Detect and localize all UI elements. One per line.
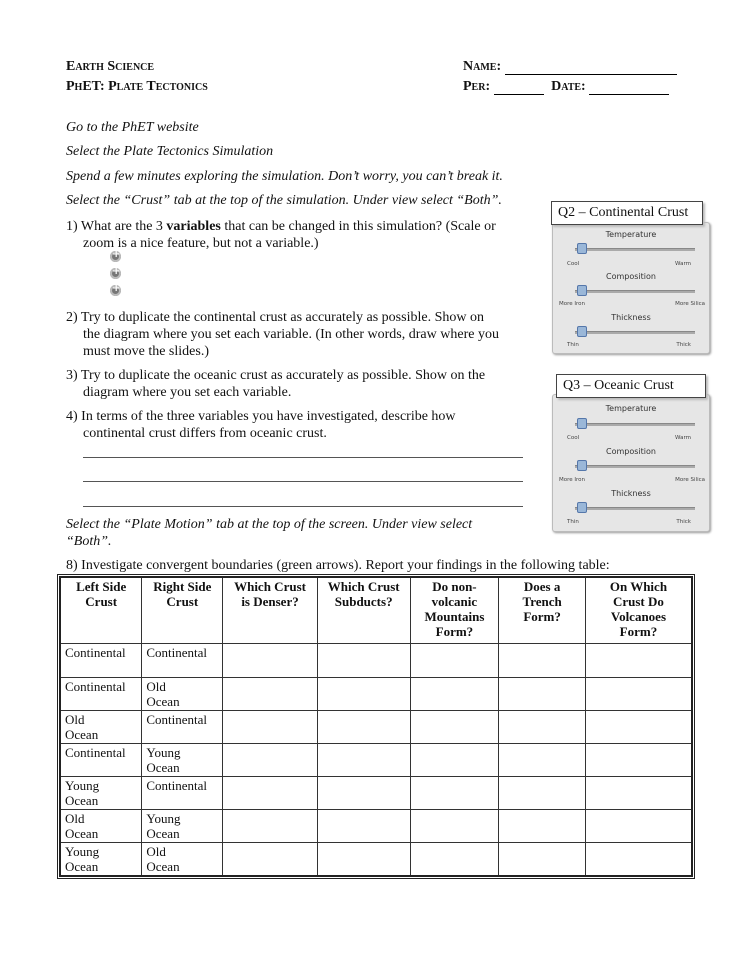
left-crust-cell — [60, 710, 142, 743]
question-4-line2: continental crust differs from oceanic crust. — [83, 426, 327, 441]
q3-label: Q3 – Oceanic Crust — [556, 374, 706, 398]
header-text: Form? — [435, 624, 474, 639]
answer-cell[interactable] — [223, 842, 318, 876]
table-header-cell — [585, 577, 692, 643]
answer-cell[interactable] — [317, 710, 410, 743]
question-2: 2) Try to duplicate the continental crust as accurately as possible. Show on — [66, 310, 484, 325]
temperature-slider[interactable] — [575, 248, 695, 251]
answer-cell[interactable] — [410, 776, 499, 809]
answer-cell[interactable] — [410, 710, 499, 743]
table-header-row — [60, 577, 692, 643]
table-row — [60, 743, 692, 776]
table-row — [60, 809, 692, 842]
header-text: Right Side — [153, 579, 212, 594]
thickness-slider[interactable] — [575, 507, 695, 510]
plate-motion-instruction-line2: “Both”. — [66, 534, 112, 549]
cell-text: Ocean — [146, 693, 180, 709]
answer-cell[interactable] — [585, 842, 692, 876]
table-header-cell — [223, 577, 318, 643]
q1-variables: variables — [166, 219, 221, 234]
answer-cell[interactable] — [499, 842, 586, 876]
composition-knob[interactable] — [577, 285, 587, 296]
bullet-icon — [110, 251, 121, 262]
composition-label: Composition — [606, 272, 656, 281]
per-date-field[interactable] — [463, 79, 669, 95]
temperature-knob[interactable] — [577, 418, 587, 429]
answer-cell[interactable] — [585, 710, 692, 743]
cell-text: Young — [146, 810, 181, 826]
answer-cell[interactable] — [585, 776, 692, 809]
right-crust-cell — [142, 643, 223, 677]
date-blank[interactable] — [589, 94, 669, 95]
answer-cell[interactable] — [223, 776, 318, 809]
answer-cell[interactable] — [585, 677, 692, 710]
cool-label: Cool — [567, 261, 580, 267]
per-blank[interactable] — [494, 94, 544, 95]
left-crust-cell — [60, 809, 142, 842]
header-text: Form? — [619, 624, 658, 639]
composition-knob[interactable] — [577, 460, 587, 471]
answer-cell[interactable] — [410, 842, 499, 876]
left-crust-cell — [60, 842, 142, 876]
cell-text: Ocean — [146, 759, 180, 775]
course-title: Earth Science — [66, 59, 155, 74]
header-text: Crust Do — [612, 594, 664, 609]
cell-text: Ocean — [65, 792, 99, 808]
table-row — [60, 677, 692, 710]
header-text: Which Crust — [234, 579, 306, 594]
composition-slider[interactable] — [575, 465, 695, 468]
left-crust-cell — [60, 776, 142, 809]
cell-text: Continental — [65, 644, 126, 660]
more-iron-label: More Iron — [559, 301, 585, 307]
answer-cell[interactable] — [585, 643, 692, 677]
cell-text: Continental — [65, 678, 126, 694]
thick-label: Thick — [676, 519, 691, 525]
answer-cell[interactable] — [410, 743, 499, 776]
table-row — [60, 710, 692, 743]
temperature-slider[interactable] — [575, 423, 695, 426]
question-2-line2: the diagram where you set each variable. (In other words, draw where you — [83, 327, 499, 342]
left-crust-cell — [60, 643, 142, 677]
answer-cell[interactable] — [499, 677, 586, 710]
table-header-cell — [410, 577, 499, 643]
date-label: Date: — [551, 79, 586, 94]
answer-cell[interactable] — [499, 743, 586, 776]
name-field[interactable] — [463, 59, 677, 75]
per-label: Per: — [463, 79, 491, 94]
right-crust-cell — [142, 809, 223, 842]
warm-label: Warm — [675, 261, 691, 267]
header-text: volcanic — [431, 594, 478, 609]
answer-cell[interactable] — [317, 809, 410, 842]
answer-cell[interactable] — [317, 842, 410, 876]
answer-cell[interactable] — [499, 710, 586, 743]
cool-label: Cool — [567, 435, 580, 441]
right-crust-cell — [142, 743, 223, 776]
header-text: Trench — [522, 594, 562, 609]
answer-cell[interactable] — [223, 677, 318, 710]
instruction-2: Select the Plate Tectonics Simulation — [66, 144, 274, 159]
answer-cell[interactable] — [317, 743, 410, 776]
header-text: Do non- — [432, 579, 477, 594]
q2-label: Q2 – Continental Crust — [551, 201, 703, 225]
cell-text: Ocean — [65, 825, 99, 841]
header-text: On Which — [609, 579, 668, 594]
name-blank[interactable] — [505, 74, 677, 75]
name-label: Name: — [463, 59, 502, 74]
table-body — [60, 643, 692, 876]
question-1-line2: zoom is a nice feature, but not a variable.) — [83, 236, 319, 251]
cell-text: Old — [146, 678, 166, 694]
more-silica-label: More Silica — [675, 477, 705, 483]
header-text: Form? — [523, 609, 561, 624]
cell-text: Continental — [65, 744, 126, 760]
right-crust-cell — [142, 842, 223, 876]
answer-cell[interactable] — [223, 743, 318, 776]
cell-text: Continental — [146, 711, 208, 727]
header-text: Which Crust — [327, 579, 400, 594]
cell-text: Young — [65, 843, 100, 859]
table-header-cell — [60, 577, 142, 643]
table-header-cell — [142, 577, 223, 643]
question-8: 8) Investigate convergent boundaries (green arrows). Report your findings in the following table: — [66, 558, 610, 573]
left-crust-cell — [60, 677, 142, 710]
answer-cell[interactable] — [585, 809, 692, 842]
header-text: Volcanoes — [610, 609, 667, 624]
answer-cell[interactable] — [410, 643, 499, 677]
temperature-label: Temperature — [605, 230, 657, 239]
cell-text: Continental — [146, 644, 208, 660]
answer-cell[interactable] — [317, 643, 410, 677]
more-silica-label: More Silica — [675, 301, 705, 307]
cell-text: Ocean — [146, 825, 180, 841]
cell-text: Ocean — [65, 858, 99, 874]
answer-cell[interactable] — [410, 809, 499, 842]
cell-text: Old — [146, 843, 166, 859]
thin-label: Thin — [567, 519, 579, 525]
answer-line[interactable] — [83, 506, 523, 507]
right-crust-cell — [142, 710, 223, 743]
answer-line[interactable] — [83, 457, 523, 458]
table-header-cell — [499, 577, 586, 643]
question-3-line2: diagram where you set each variable. — [83, 385, 292, 400]
header-text: Left Side — [76, 579, 127, 594]
header-text: Crust — [166, 594, 199, 609]
q3-oceanic-crust-panel — [552, 394, 710, 532]
table-header-cell — [317, 577, 410, 643]
composition-label: Composition — [606, 447, 656, 456]
answer-cell[interactable] — [499, 776, 586, 809]
answer-cell[interactable] — [223, 643, 318, 677]
answer-cell[interactable] — [317, 776, 410, 809]
thick-label: Thick — [676, 342, 691, 348]
thin-label: Thin — [567, 342, 579, 348]
cell-text: Old — [65, 711, 85, 727]
header-text: Crust — [85, 594, 118, 609]
header-text: Mountains — [424, 609, 485, 624]
warm-label: Warm — [675, 435, 691, 441]
right-crust-cell — [142, 776, 223, 809]
instruction-4: Select the “Crust” tab at the top of the simulation. Under view select “Both”. — [66, 193, 502, 208]
right-crust-cell — [142, 677, 223, 710]
thickness-label: Thickness — [611, 313, 651, 322]
cell-text: Ocean — [146, 858, 180, 874]
answer-cell[interactable] — [223, 809, 318, 842]
thickness-knob[interactable] — [577, 326, 587, 337]
q1-suffix: that can be changed in this simulation? (Scale or — [220, 219, 496, 234]
answer-line[interactable] — [83, 481, 523, 482]
convergent-boundaries-table — [59, 576, 693, 877]
bullet-icon — [110, 285, 121, 296]
table-row — [60, 643, 692, 677]
lab-title: PhET: Plate Tectonics — [66, 79, 208, 94]
cell-text: Young — [146, 744, 181, 760]
cell-text: Young — [65, 777, 100, 793]
header-text: is Denser? — [241, 594, 299, 609]
question-1 — [66, 218, 546, 235]
header-text: Subducts? — [334, 594, 393, 609]
bullet-icon — [110, 268, 121, 279]
instruction-1: Go to the PhET website — [66, 120, 199, 135]
table-row — [60, 776, 692, 809]
instruction-3: Spend a few minutes exploring the simulation. Don’t worry, you can’t break it. — [66, 169, 503, 184]
plate-motion-instruction: Select the “Plate Motion” tab at the top of the screen. Under view select — [66, 517, 473, 532]
table-row — [60, 842, 692, 876]
thickness-label: Thickness — [611, 489, 651, 498]
q1-prefix: 1) What are the 3 — [66, 219, 167, 234]
left-crust-cell — [60, 743, 142, 776]
question-2-line3: must move the slides.) — [83, 344, 209, 359]
answer-cell[interactable] — [499, 809, 586, 842]
temperature-knob[interactable] — [577, 243, 587, 254]
thickness-slider[interactable] — [575, 331, 695, 334]
question-3: 3) Try to duplicate the oceanic crust as accurately as possible. Show on the — [66, 368, 486, 383]
answer-cell[interactable] — [410, 677, 499, 710]
answer-cell[interactable] — [499, 643, 586, 677]
question-4: 4) In terms of the three variables you have investigated, describe how — [66, 409, 456, 424]
thickness-knob[interactable] — [577, 502, 587, 513]
answer-cell[interactable] — [223, 710, 318, 743]
temperature-label: Temperature — [605, 404, 657, 413]
q2-continental-crust-panel — [552, 222, 710, 354]
cell-text: Continental — [146, 777, 208, 793]
cell-text: Ocean — [65, 726, 99, 742]
more-iron-label: More Iron — [559, 477, 585, 483]
header-text: Does a — [523, 579, 561, 594]
answer-cell[interactable] — [585, 743, 692, 776]
cell-text: Old — [65, 810, 85, 826]
answer-cell[interactable] — [317, 677, 410, 710]
composition-slider[interactable] — [575, 290, 695, 293]
